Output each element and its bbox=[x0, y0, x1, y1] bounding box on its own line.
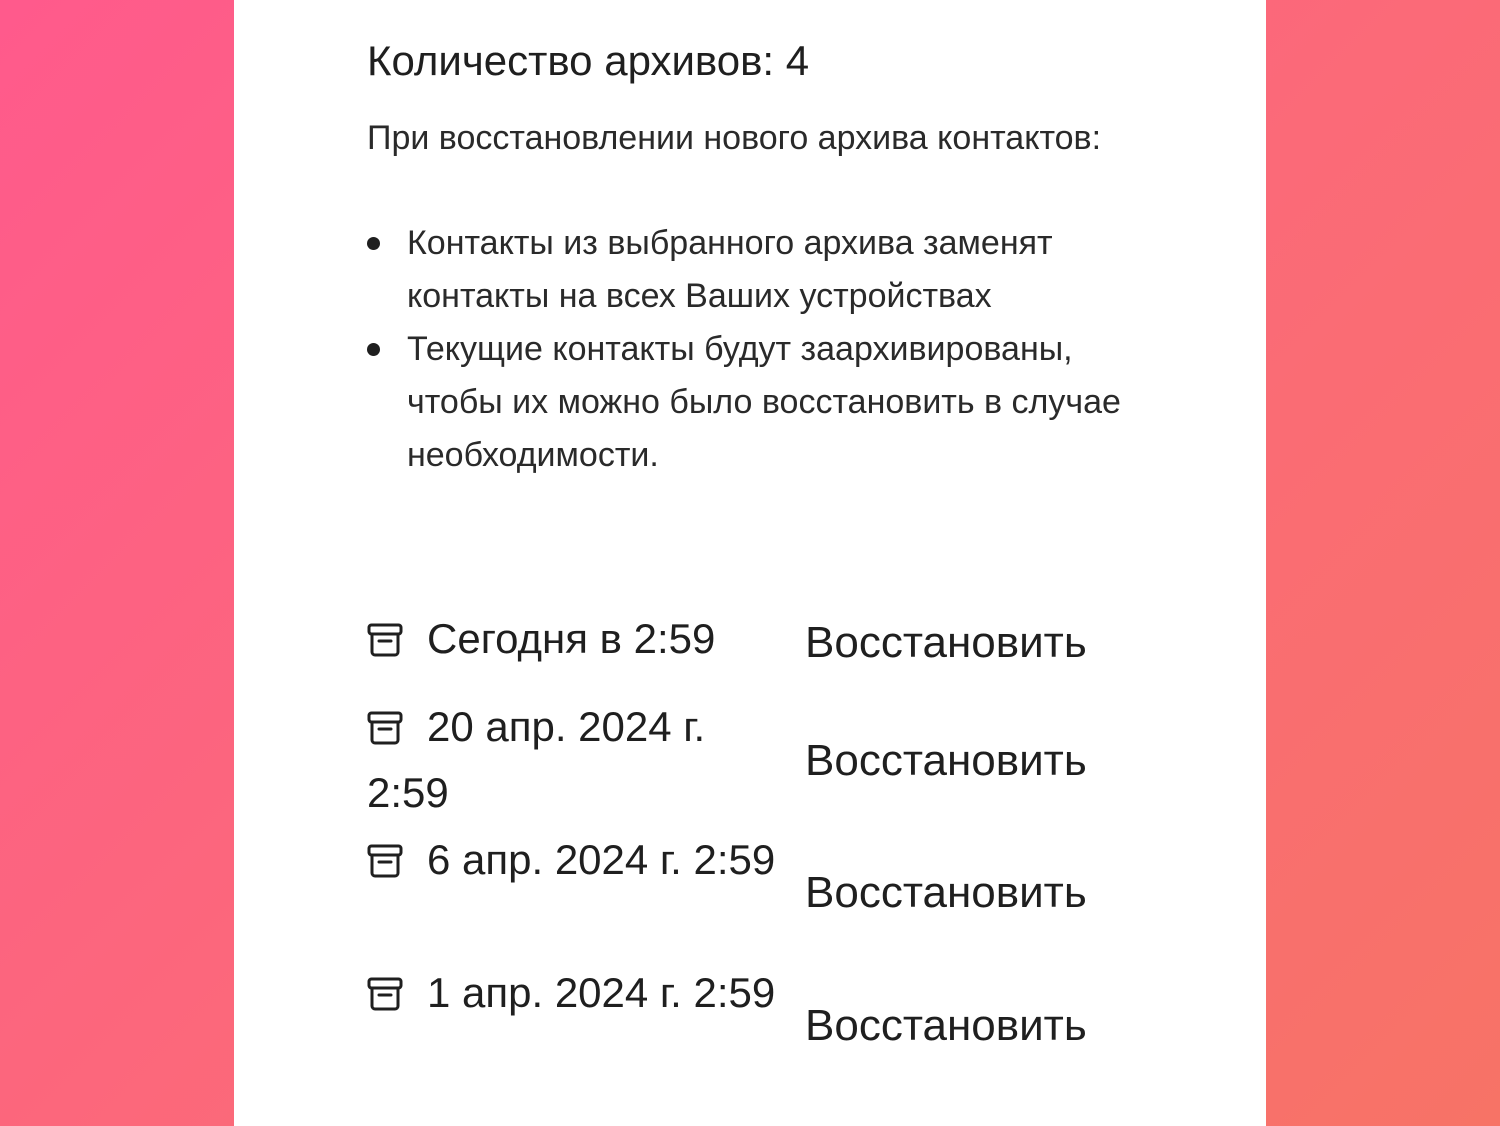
archive-date bbox=[367, 827, 777, 893]
archive-list bbox=[367, 606, 1197, 1093]
restore-button[interactable]: Восстановить bbox=[805, 610, 1087, 676]
archives-panel bbox=[234, 0, 1266, 1126]
restore-info-list bbox=[367, 217, 1147, 482]
archive-date bbox=[367, 606, 777, 672]
archive-date bbox=[367, 694, 777, 826]
archive-date-text: 1 апр. 2024 г. 2:59 bbox=[427, 969, 776, 1016]
bullet-icon bbox=[367, 343, 380, 356]
restore-info-intro: При восстановлении нового архива контактов: bbox=[367, 119, 1102, 157]
archive-row bbox=[367, 606, 1197, 694]
archive-row bbox=[367, 960, 1197, 1093]
bullet-icon bbox=[367, 237, 380, 250]
restore-info-item bbox=[367, 323, 1147, 482]
archive-date bbox=[367, 960, 777, 1026]
archive-box-icon bbox=[367, 843, 403, 879]
restore-info-item-text: Контакты из выбранного архива заменят контакты на всех Ваших устройствах bbox=[407, 224, 1053, 315]
restore-info-item bbox=[367, 217, 1147, 323]
archive-row bbox=[367, 827, 1197, 960]
restore-button[interactable]: Восстановить bbox=[805, 728, 1087, 794]
archive-date-text: 20 апр. 2024 г. 2:59 bbox=[367, 703, 706, 816]
restore-button[interactable]: Восстановить bbox=[805, 993, 1087, 1059]
archive-date-text: Сегодня в 2:59 bbox=[427, 615, 716, 662]
archive-date-text: 6 апр. 2024 г. 2:59 bbox=[427, 836, 776, 883]
restore-info-item-text: Текущие контакты будут заархивированы, чтобы их можно было восстановить в случае необходимости. bbox=[407, 330, 1121, 474]
archive-box-icon bbox=[367, 710, 403, 746]
archives-count-title: Количество архивов: 4 bbox=[367, 37, 810, 84]
archive-box-icon bbox=[367, 976, 403, 1012]
archive-row bbox=[367, 694, 1197, 827]
archive-box-icon bbox=[367, 622, 403, 658]
restore-button[interactable]: Восстановить bbox=[805, 860, 1087, 926]
